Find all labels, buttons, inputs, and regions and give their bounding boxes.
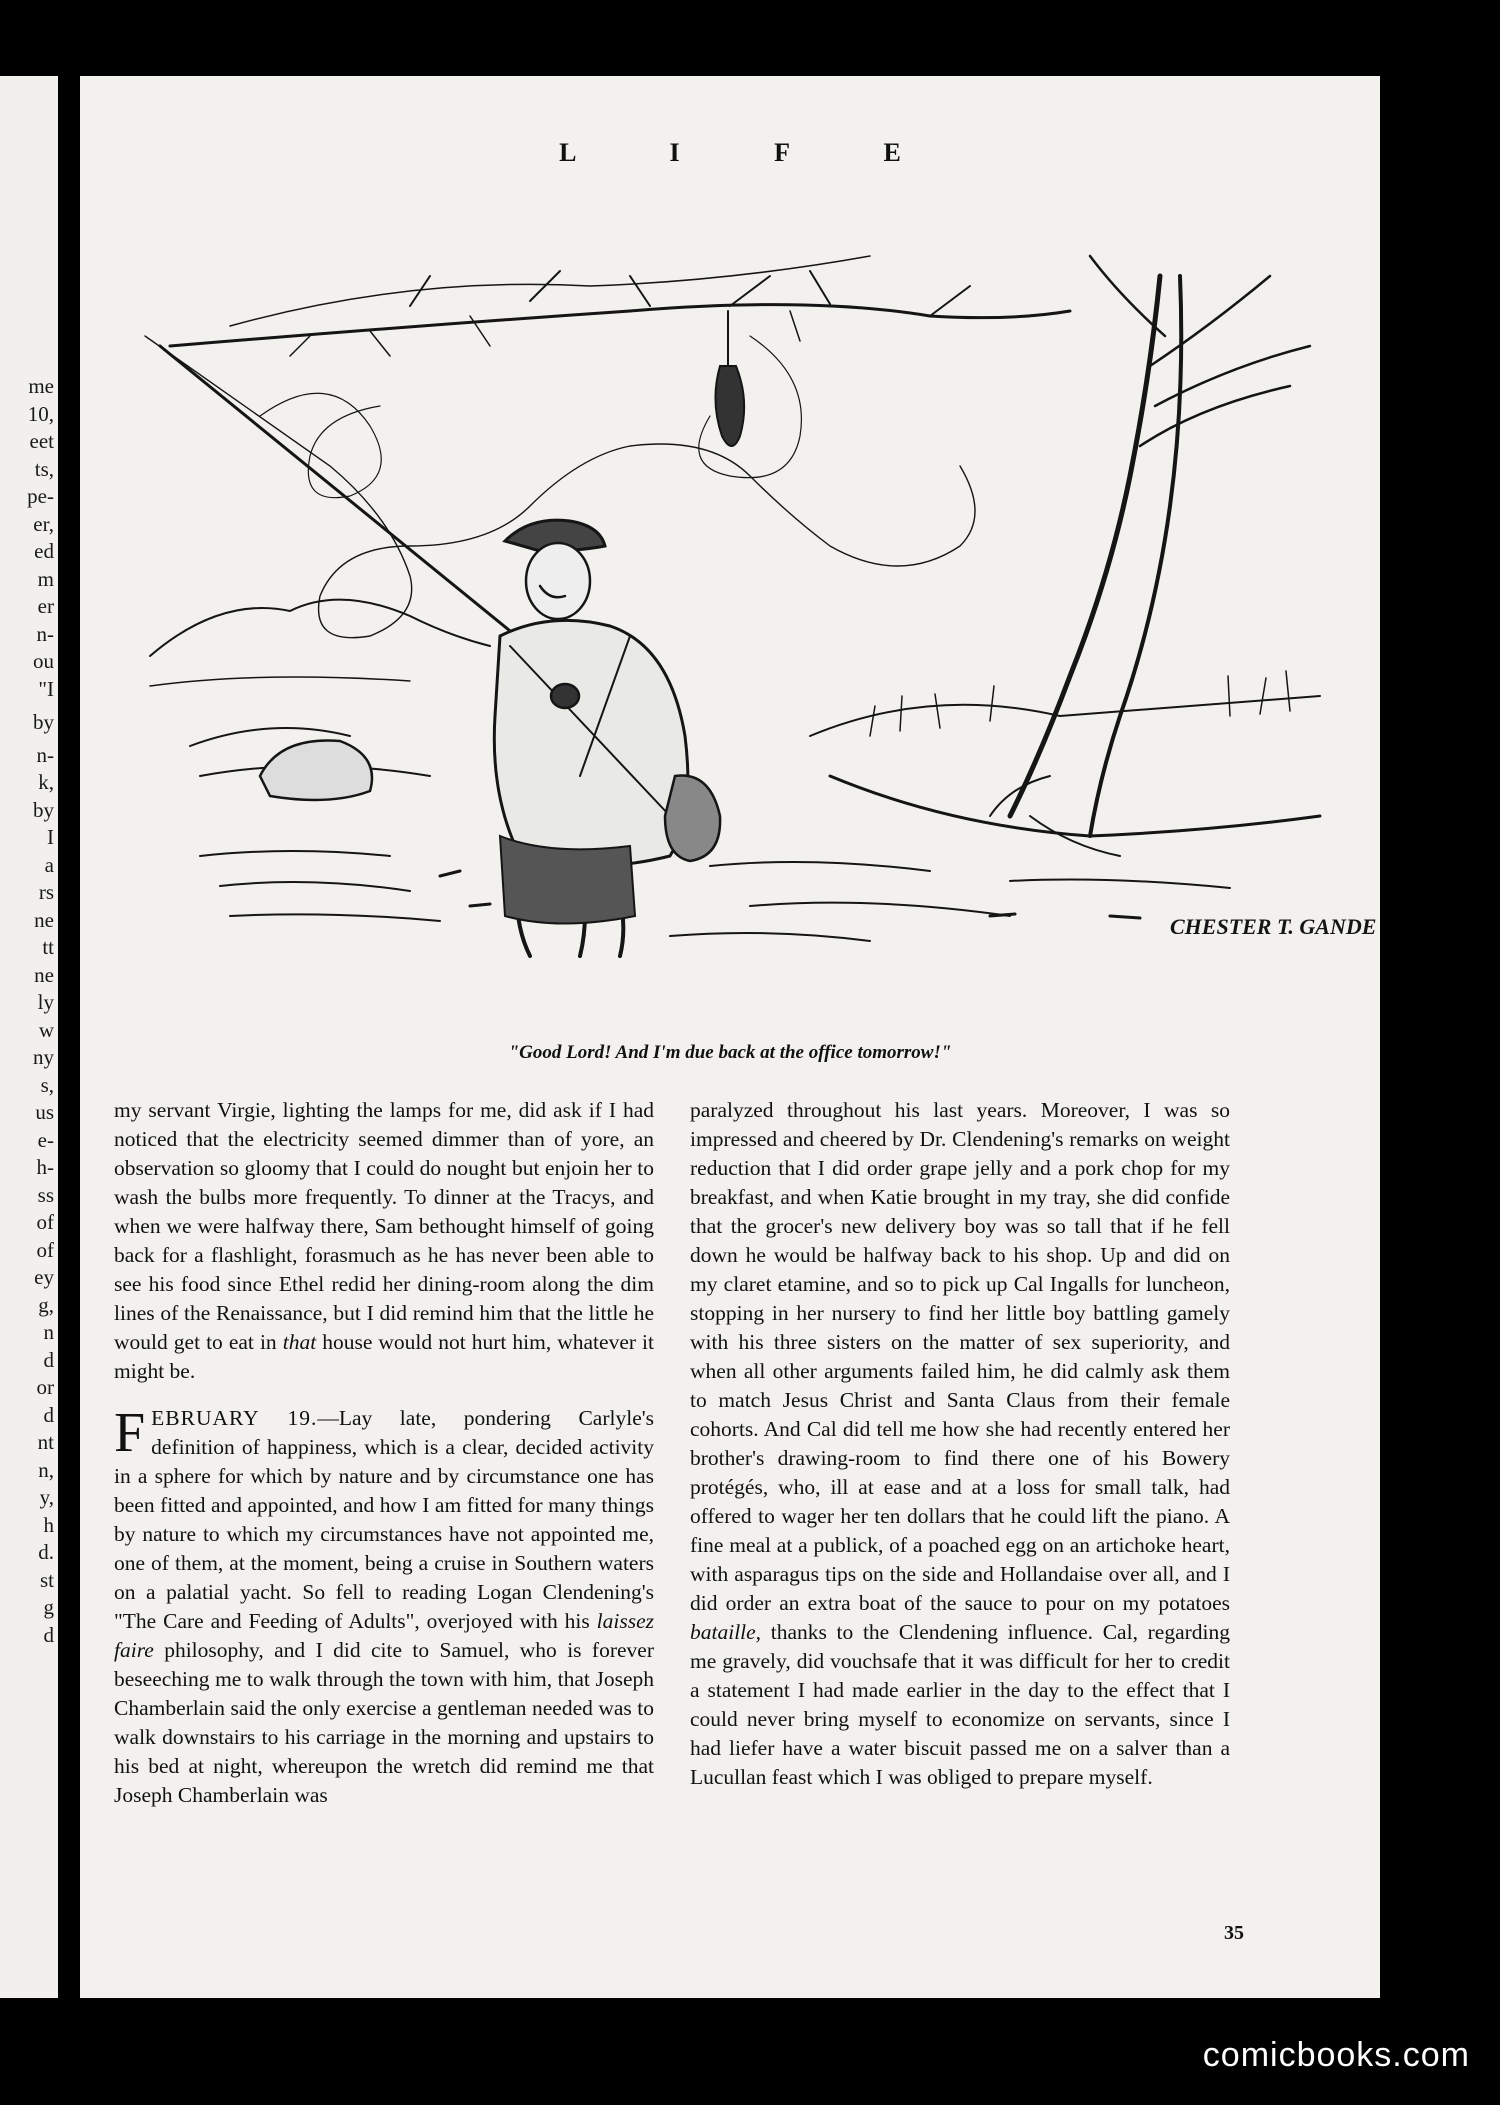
paragraph: my servant Virgie, lighting the lamps for me, did ask if I had noticed that the electricity seemed dimmer than of yore, an observation so gloomy that I could do nought but enjoin her to wash the bulbs more frequently. To dinner at the Tracys, and when we were halfway there, Sam bethought himself of going back for a flashlight, forasmuch as he has never been able to see his food since Ethel redid her dining-room along the dim lines of the Renaissance, but I did remind him that the little he would get to eat in that house would not hurt him, whatever it might be. <box>114 1098 654 1383</box>
prev-page-fragment: e- <box>37 1127 54 1152</box>
prev-page-fragment: n, <box>38 1457 54 1482</box>
prev-page-fragment: ne <box>34 907 54 932</box>
prev-page-fragment: ss <box>37 1182 54 1207</box>
prev-page-fragment: er, <box>33 511 54 536</box>
prev-page-fragment: ou <box>33 649 54 673</box>
artist-signature: CHESTER T. GANDE <box>1170 914 1377 939</box>
prev-page-fragment: y, <box>39 1485 54 1509</box>
prev-page-fragment: eet <box>29 429 54 453</box>
prev-page-fragment: h- <box>36 1155 54 1179</box>
prev-page-fragment: ey <box>34 1265 54 1289</box>
prev-page-fragment: st <box>39 1567 54 1592</box>
prev-page-fragment: h <box>43 1512 54 1537</box>
prev-page-fragment: d <box>43 1402 54 1427</box>
prev-page-fragment: tt <box>42 935 54 959</box>
previous-page-edge <box>0 76 58 1998</box>
prev-page-fragment: m <box>37 566 54 591</box>
prev-page-fragment: rs <box>38 880 54 904</box>
running-head: L I F E <box>559 138 945 167</box>
prev-page-fragment: k, <box>38 770 54 794</box>
prev-page-fragment: ts, <box>34 456 54 481</box>
prev-page-fragment: of <box>36 1210 54 1234</box>
prev-page-fragment: n <box>43 1320 54 1344</box>
prev-page-fragment: by <box>33 797 54 822</box>
prev-page-fragment: ly <box>37 990 54 1014</box>
prev-page-fragment: us <box>35 1100 54 1124</box>
prev-page-fragment: n- <box>36 621 54 646</box>
fishing-illustration <box>110 216 1377 956</box>
prev-page-fragment: er <box>37 594 54 618</box>
site-watermark: comicbooks.com <box>1202 2036 1470 2074</box>
prev-page-fragment: me <box>28 374 54 398</box>
prev-page-fragment: d. <box>38 1540 54 1564</box>
prev-page-fragment: 10, <box>27 401 54 426</box>
prev-page-fragment: by <box>33 709 54 734</box>
prev-page-fragment: g, <box>38 1292 54 1317</box>
right-column <box>690 1096 1230 1792</box>
drop-cap: F <box>114 1402 146 1464</box>
prev-page-fragment: n- <box>36 742 54 767</box>
cartoon-caption: "Good Lord! And I'm due back at the office tomorrow!" <box>508 1042 952 1063</box>
prev-page-fragment: ny <box>33 1045 54 1069</box>
prev-page-fragment: w <box>38 1017 54 1042</box>
prev-page-fragment: a <box>44 852 54 877</box>
prev-page-fragment: of <box>36 1237 54 1262</box>
prev-page-fragment: or <box>36 1375 54 1399</box>
left-column <box>114 1096 654 1810</box>
dated-entry: FEBRUARY 19.—Lay late, pondering Carlyle's definition of happiness, which is a clear, decided activity in a sphere for which by nature and by circumstance one has been fitted and appointed, and how I am fitted for many things by nature to which my circumstances have not appointed me, one of them, at the moment, being a cruise in Southern waters on a palatial yacht. So fell to reading Logan Clendening's "The Care and Feeding of Adults", overjoyed with his laissez faire philosophy, and I did cite to Samuel, who is forever beseeching me to walk through the town with him, that Joseph Chamberlain said the only exercise a gentleman needed was to walk downstairs to his carriage in the morning and upstairs to his bed at night, whereupon the wretch did remind me that Joseph Chamberlain was <box>114 1402 654 1807</box>
prev-page-fragment: ne <box>34 962 54 987</box>
prev-page-fragment: pe- <box>27 484 54 508</box>
prev-page-fragment: g <box>43 1595 54 1619</box>
prev-page-fragment: s, <box>40 1072 54 1097</box>
paragraph: paralyzed throughout his last years. Moreover, I was so impressed and cheered by Dr. Clendening's remarks on weight reduction that I did order grape jelly and a pork chop for my breakfast, and when Katie brought in my tray, she did confide that the grocer's new delivery boy was so tall that if he fell down he would be halfway back to his shop. Up and did on my claret etamine, and so to pick up Cal Ingalls for luncheon, stopping in her nursery to find her little boy battling gamely with his three sisters on the matter of sex superiority, and when all other arguments failed him, he did calmly ask them to match Jesus Christ and Santa Claus from their female cohorts. And Cal did tell me how she had recently entered her brother's drawing-room to find there one of his Bowery protégés, who, ill at ease and at a loss for small talk, had offered to wager her ten dollars that he could lift the piano. A fine meal at a publick, of a poached egg on an artichoke heart, with asparagus tips on the side and Hollandaise over all, and I did order an extra boat of the sauce to pour on my potatoes bataille, thanks to the Clendening influence. Cal, regarding me gravely, did vouchsafe that it was difficult for her to credit a statement I had made earlier in the day to the effect that I could never bring myself to economize on servants, since I had liefer have a water biscuit passed me on a salver than a Lucullan feast which I was obliged to prepare myself. <box>690 1098 1230 1789</box>
prev-page-fragment: d <box>43 1347 54 1372</box>
entry-date: EBRUARY 19. <box>151 1406 318 1430</box>
magazine-page <box>80 76 1380 1998</box>
prev-page-fragment: nt <box>37 1430 54 1454</box>
prev-page-fragment: d <box>43 1622 54 1647</box>
page-number: 35 <box>1224 1922 1244 1944</box>
prev-page-fragment: ed <box>34 539 54 563</box>
prev-page-fragment: "I <box>38 676 54 701</box>
prev-page-fragment: I <box>47 825 54 849</box>
